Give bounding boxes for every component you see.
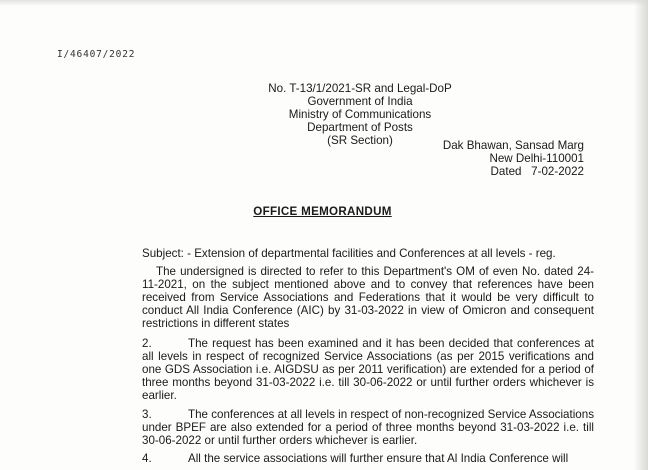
- scan-top-shadow: [0, 0, 648, 6]
- paragraph-4: [142, 452, 594, 465]
- paragraph-3-text: The conferences at all levels in respect of non-recognized Service Associations under BPEF are also extended for a period of three months beyond 31-03-2022 i.e. till 30-06-2022 or until further orders whichever is earlier.: [142, 408, 594, 447]
- paragraph-2: [142, 337, 594, 402]
- ministry-line: Ministry of Communications: [288, 108, 432, 121]
- memo-title: OFFICE MEMORANDUM: [253, 205, 392, 218]
- scan-edge-shadow: [634, 0, 648, 470]
- paragraph-3-number: 3.: [142, 408, 152, 421]
- address-line-2: New Delhi-110001: [489, 152, 584, 165]
- paragraph-4-text: All the service associations will further ensure that Al India Conference will: [188, 452, 569, 465]
- paragraph-1-text: The undersigned is directed to refer to this Department's OM of even No. dated 24-11-2021, on the subject mentioned above and to convey that references have been received from Service Associations and Federations that it would be very difficult to conduct All India Conference (AIC) by 31-03-2022 in view of Omicron and consequent restrictions in different states: [142, 265, 594, 330]
- subject-line: Subject: - Extension of departmental facilities and Conferences at all levels - reg.: [142, 247, 556, 260]
- file-number: I/46407/2022: [57, 49, 136, 60]
- paragraph-2-text: The request has been examined and it has been decided that conferences at all levels in respect of recognized Service Associations (as per 2015 verifications and one GDS Association i.e. AIGDSU as per 2011 verification) are extended for a period of three months beyond 31-03-2022 i.e. till 30-06-2022 or until further orders whichever is earlier.: [142, 337, 594, 402]
- government-line: Government of India: [307, 95, 413, 108]
- paragraph-4-number: 4.: [142, 452, 152, 465]
- paragraph-2-number: 2.: [142, 337, 152, 350]
- paragraph-1: [142, 265, 594, 330]
- section-line: (SR Section): [327, 134, 393, 147]
- reference-number: No. T-13/1/2021-SR and Legal-DoP: [268, 82, 452, 95]
- address-line-1: Dak Bhawan, Sansad Marg: [442, 139, 584, 152]
- department-line: Department of Posts: [307, 121, 413, 134]
- date-line: Dated 7-02-2022: [490, 165, 584, 178]
- letterhead: [240, 82, 480, 147]
- paragraph-3: [142, 408, 594, 447]
- address-block: [422, 139, 584, 178]
